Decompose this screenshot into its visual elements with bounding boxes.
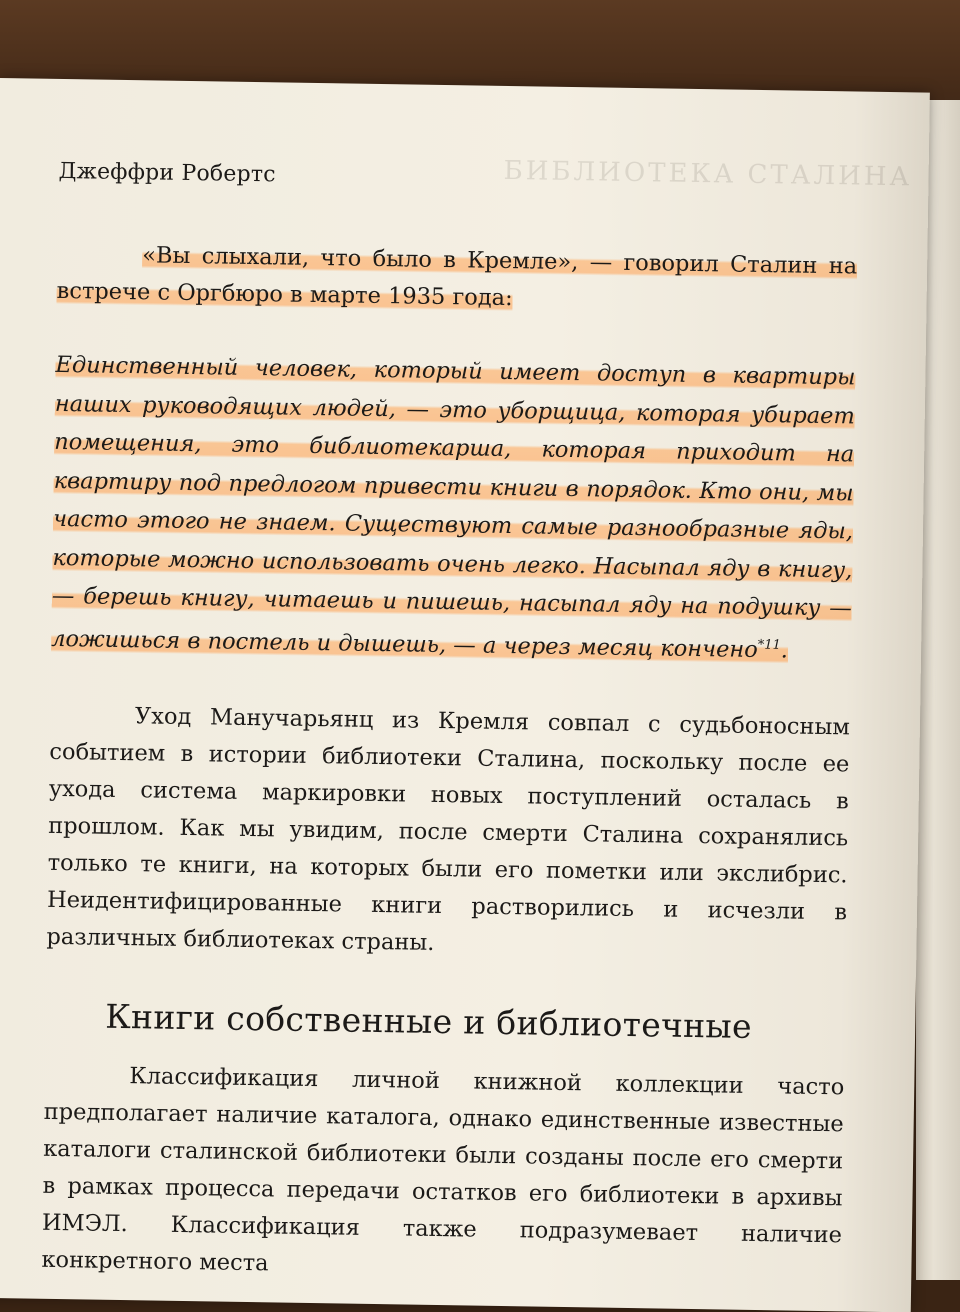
quote-highlighted-text <box>51 352 856 664</box>
intro-paragraph <box>56 236 857 323</box>
intro-highlighted-text: «Вы слыхали, что было в Кремле», — говорил Сталин на встрече с Оргбюро в марте 1935 года: <box>56 242 858 312</box>
bleed-through-text: БИБЛИОТЕКА СТАЛИНА <box>503 155 913 193</box>
body-paragraph-1: Уход Манучарьянц из Кремля совпал с судьбоносным событием в истории библиотеки Сталина, поскольку после ее ухода система маркировки новых поступлений осталась в прошлом. Как мы увидим, после смерти Сталина сохранялись только те книги, на которых были его пометки или экслибрис. Неидентифицированные книги растворились и исчезли в различных библиотеках страны. <box>46 702 851 956</box>
page-content <box>41 159 858 1291</box>
quote-text: Единственный человек, который имеет доступ в квартиры наших руководящих людей, — это уборщица, которая убирает помещения, это библиотекарша, которая приходит на квартиру под предлогом привести книги в порядок. Кто они, мы часто этого не знаем. Существуют самые разнообразные яды, которые можно использовать очень легко. Насыпал яду в книгу, — берешь книгу, читаешь и пишешь, насыпал яду на подушку — ложишься в постель и дышешь, — а через месяц кончено <box>50 351 856 663</box>
quote-period: . <box>780 637 789 664</box>
block-quote <box>51 346 856 671</box>
running-head-author: Джеффри Робертс <box>58 158 276 188</box>
book-page <box>0 78 930 1312</box>
section-heading: Книги собственные и библиотечные <box>104 996 753 1046</box>
footnote-marker: *11 <box>757 637 781 653</box>
body-paragraph-2: Классификация личной книжной коллекции часто предполагает наличие каталога, однако единственные известные каталоги сталинской библиотеки были созданы после его смерти в рамках процесса передачи остатков его библиотеки в архивы ИМЭЛ. Классификация также подразумевает наличие конкретного места <box>41 1062 845 1276</box>
